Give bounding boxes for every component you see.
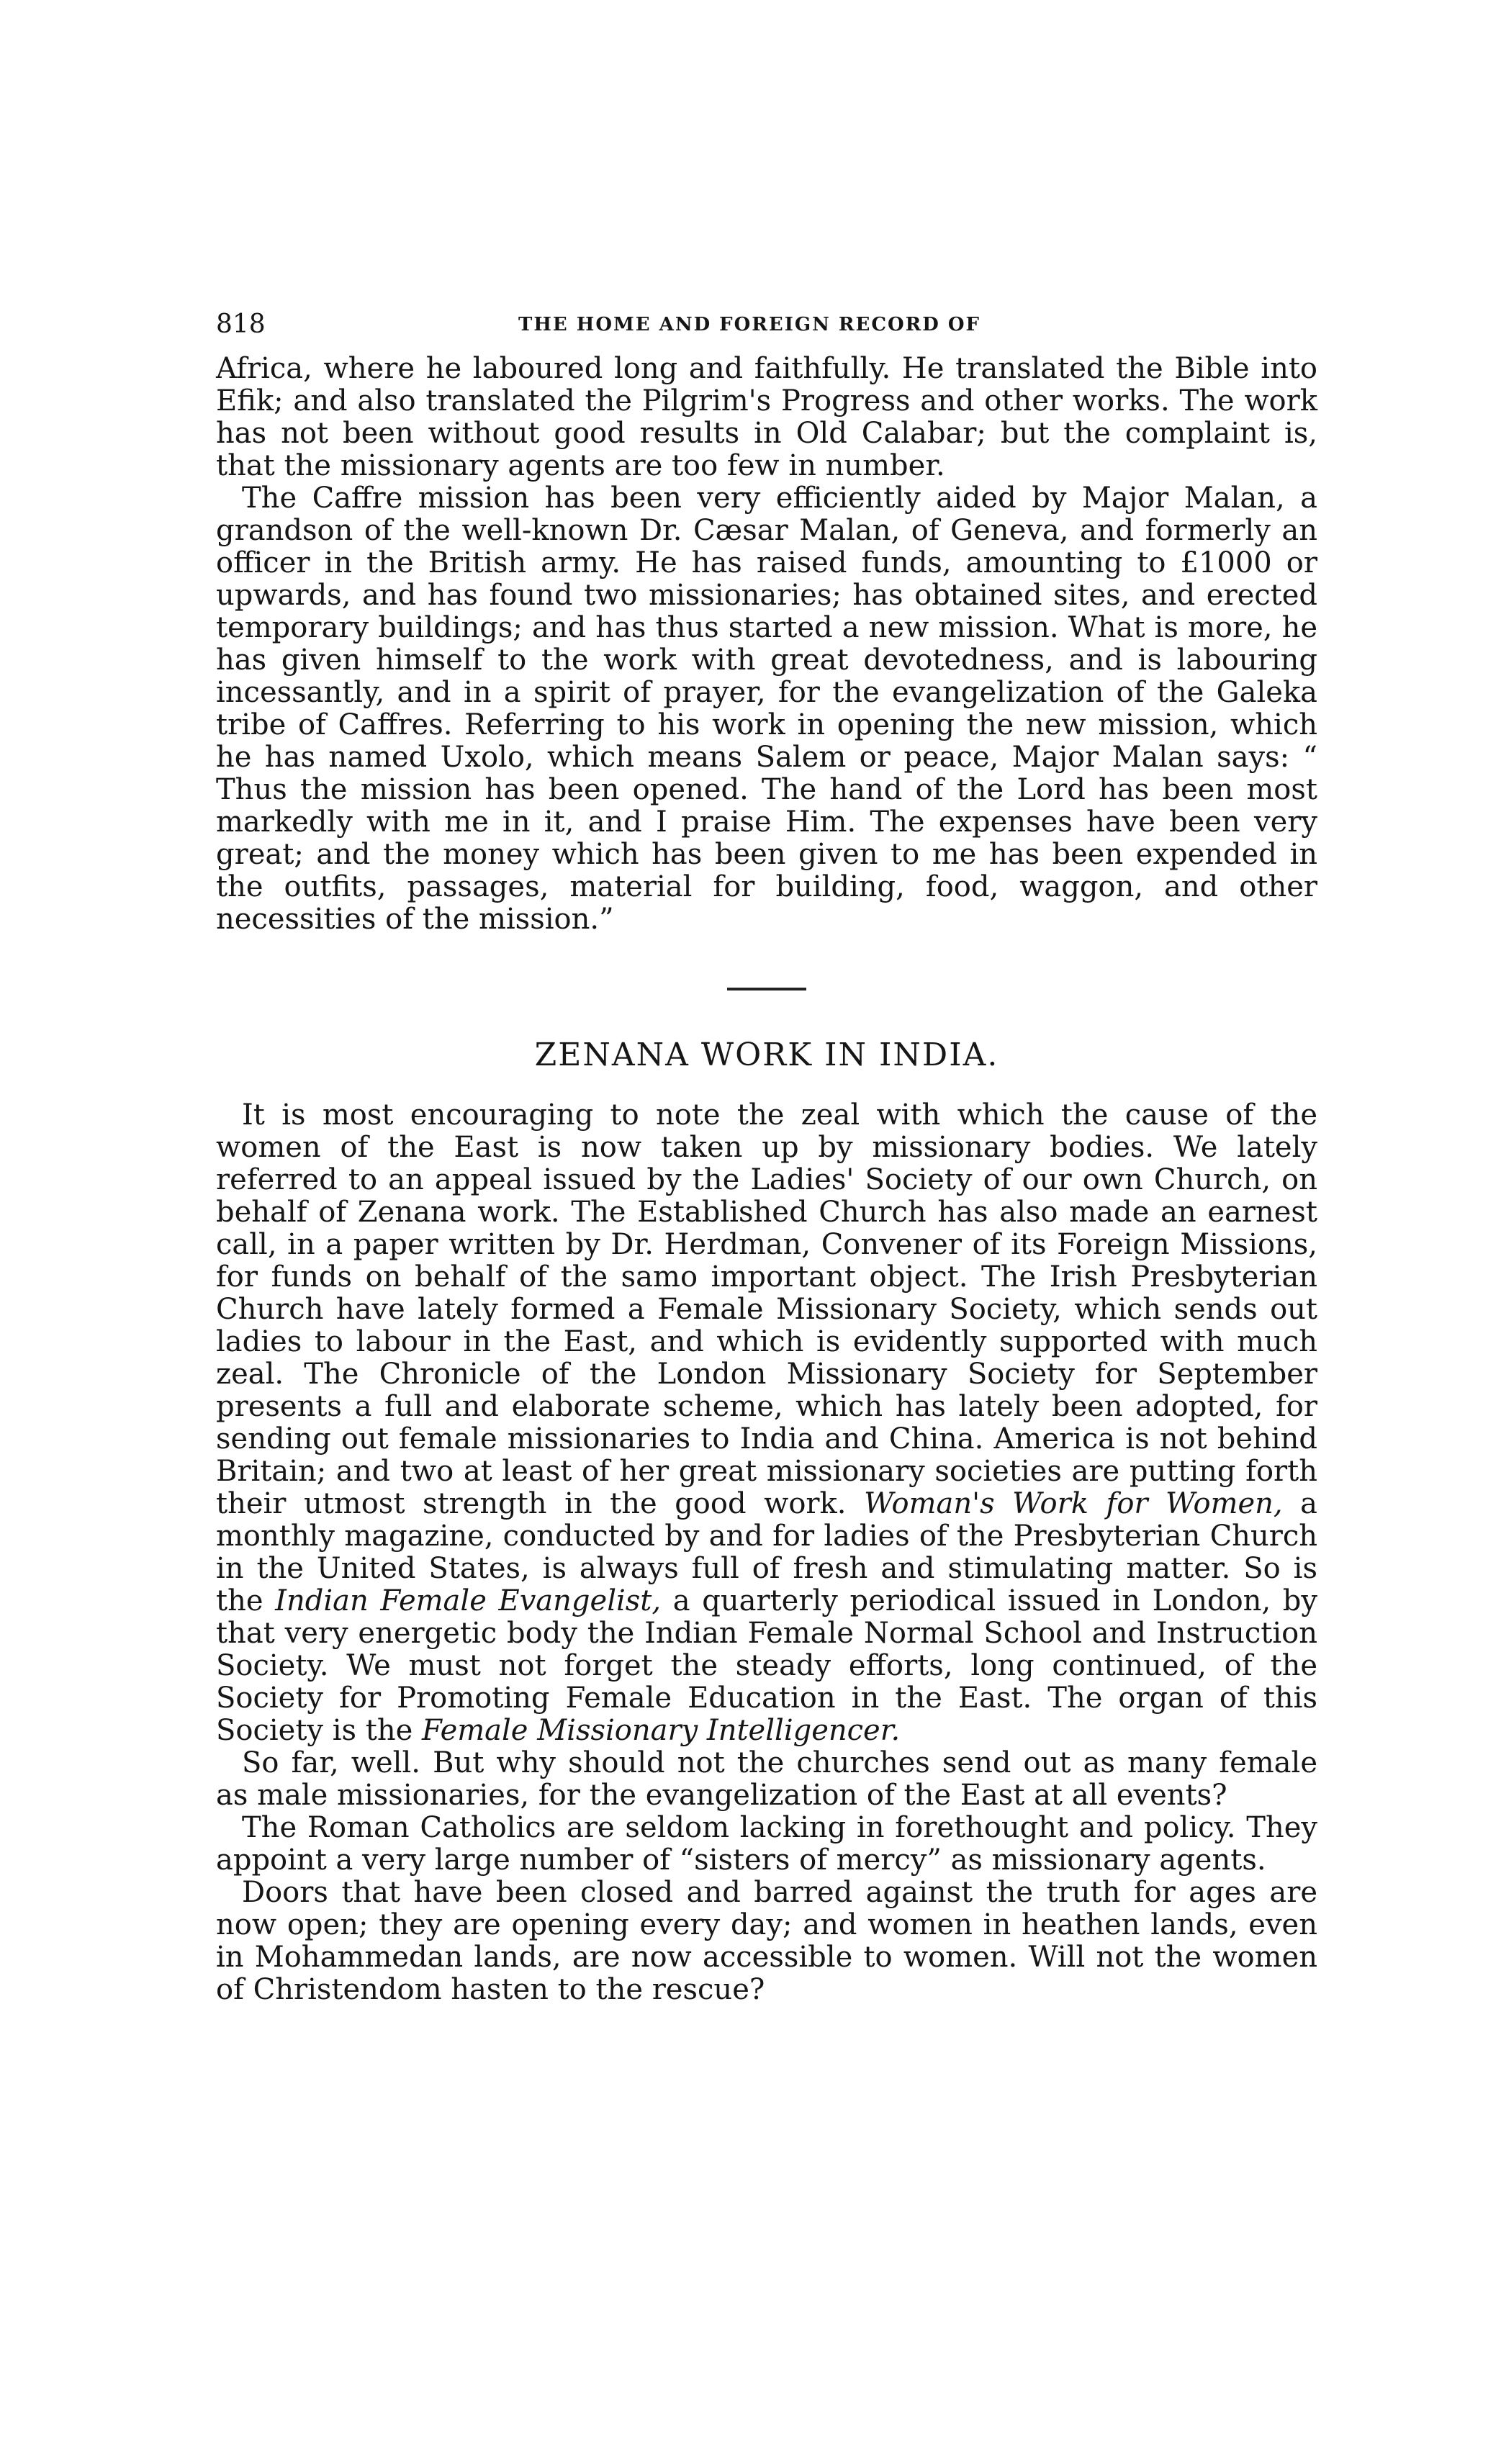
section-divider [216,936,1317,1037]
text-run: a monthly magazine, conducted by and for ladies of the Presbyterian Church in the United States, is always full of fresh and stimulating matter. So is the [216,1487,1318,1617]
running-head [216,310,1317,353]
text-run: a quarterly periodical issued in London, by that very energetic body the Indian Female Normal School and Instruction Society. We must not forget the steady efforts, long continued, of the Society for Promoting Female Education in the East. The organ of this Society is the [216,1584,1318,1747]
journal-title: THE HOME AND FOREIGN RECORD OF [518,314,981,335]
document-page [216,310,1317,2006]
paragraph: The Roman Catholics are seldom lacking in forethought and policy. They appoint a very large number of “sisters of mercy” as missionary agents. [216,1811,1317,1877]
paragraph: Doors that have been closed and barred against the truth for ages are now open; they are opening every day; and women in heathen lands, even in Mohammedan lands, are now accessible to women. Will not the women of Christendom hasten to the rescue? [216,1876,1317,2006]
publication-title: Indian Female Evangelist, [275,1584,662,1617]
zenana-article-body [216,1099,1317,2006]
continued-article [216,353,1317,936]
paragraph: Africa, where he laboured long and faithfully. He translated the Bible into Efik; and also translated the Pilgrim's Progress and other works. The work has not been without good results in Old Calabar; but the complaint is, that the missionary agents are too few in number. [216,352,1317,482]
section-heading: ZENANA WORK IN INDIA. [534,1037,999,1073]
paragraph [216,1099,1317,1747]
paragraph: So far, well. But why should not the churches send out as many female as male missionaries, for the evangelization of the East at all events? [216,1746,1317,1812]
paragraph: The Caffre mission has been very efficiently aided by Major Malan, a grandson of the well-known Dr. Cæsar Malan, of Geneva, and formerly an officer in the British army. He has raised funds, amounting to £1000 or upwards, and has found two missionaries; has obtained sites, and erected temporary buildings; and has thus started a new mission. What is more, he has given himself to the work with great devotedness, and is labouring incessantly, and in a spirit of prayer, for the evangelization of the Galeka tribe of Caffres. Referring to his work in opening the new mission, which he has named Uxolo, which means Salem or peace, Major Malan says: “ Thus the mission has been opened. The hand of the Lord has been most markedly with me in it, and I praise Him. The expenses have been very great; and the money which has been given to me has been expended in the outfits, passages, material for building, food, waggon, and other necessities of the mission.” [216,482,1317,936]
publication-title: Female Missionary Intelligencer. [422,1714,901,1747]
publication-title: Woman's Work for Women, [864,1487,1283,1520]
text-run: It is most encouraging to note the zeal with which the cause of the women of the East is now taken up by missionary bodies. We lately referred to an appeal issued by the Ladies' Society of our own Church, on behalf of Zenana work. The Established Church has also made an earnest call, in a paper written by Dr. Herdman, Convener of its Foreign Missions, for funds on behalf of the samo important object. The Irish Presbyterian Church have lately formed a Female Missionary Society, which sends out ladies to labour in the East, and which is evidently supported with much zeal. The Chronicle of the London Missionary Society for September presents a full and elaborate scheme, which has lately been adopted, for sending out female missionaries to India and China. America is not behind Britain; and two at least of her great missionary societies are putting forth their utmost strength in the good work. [216,1098,1317,1520]
divider-rule [727,988,806,990]
page-number: 818 [216,310,266,339]
